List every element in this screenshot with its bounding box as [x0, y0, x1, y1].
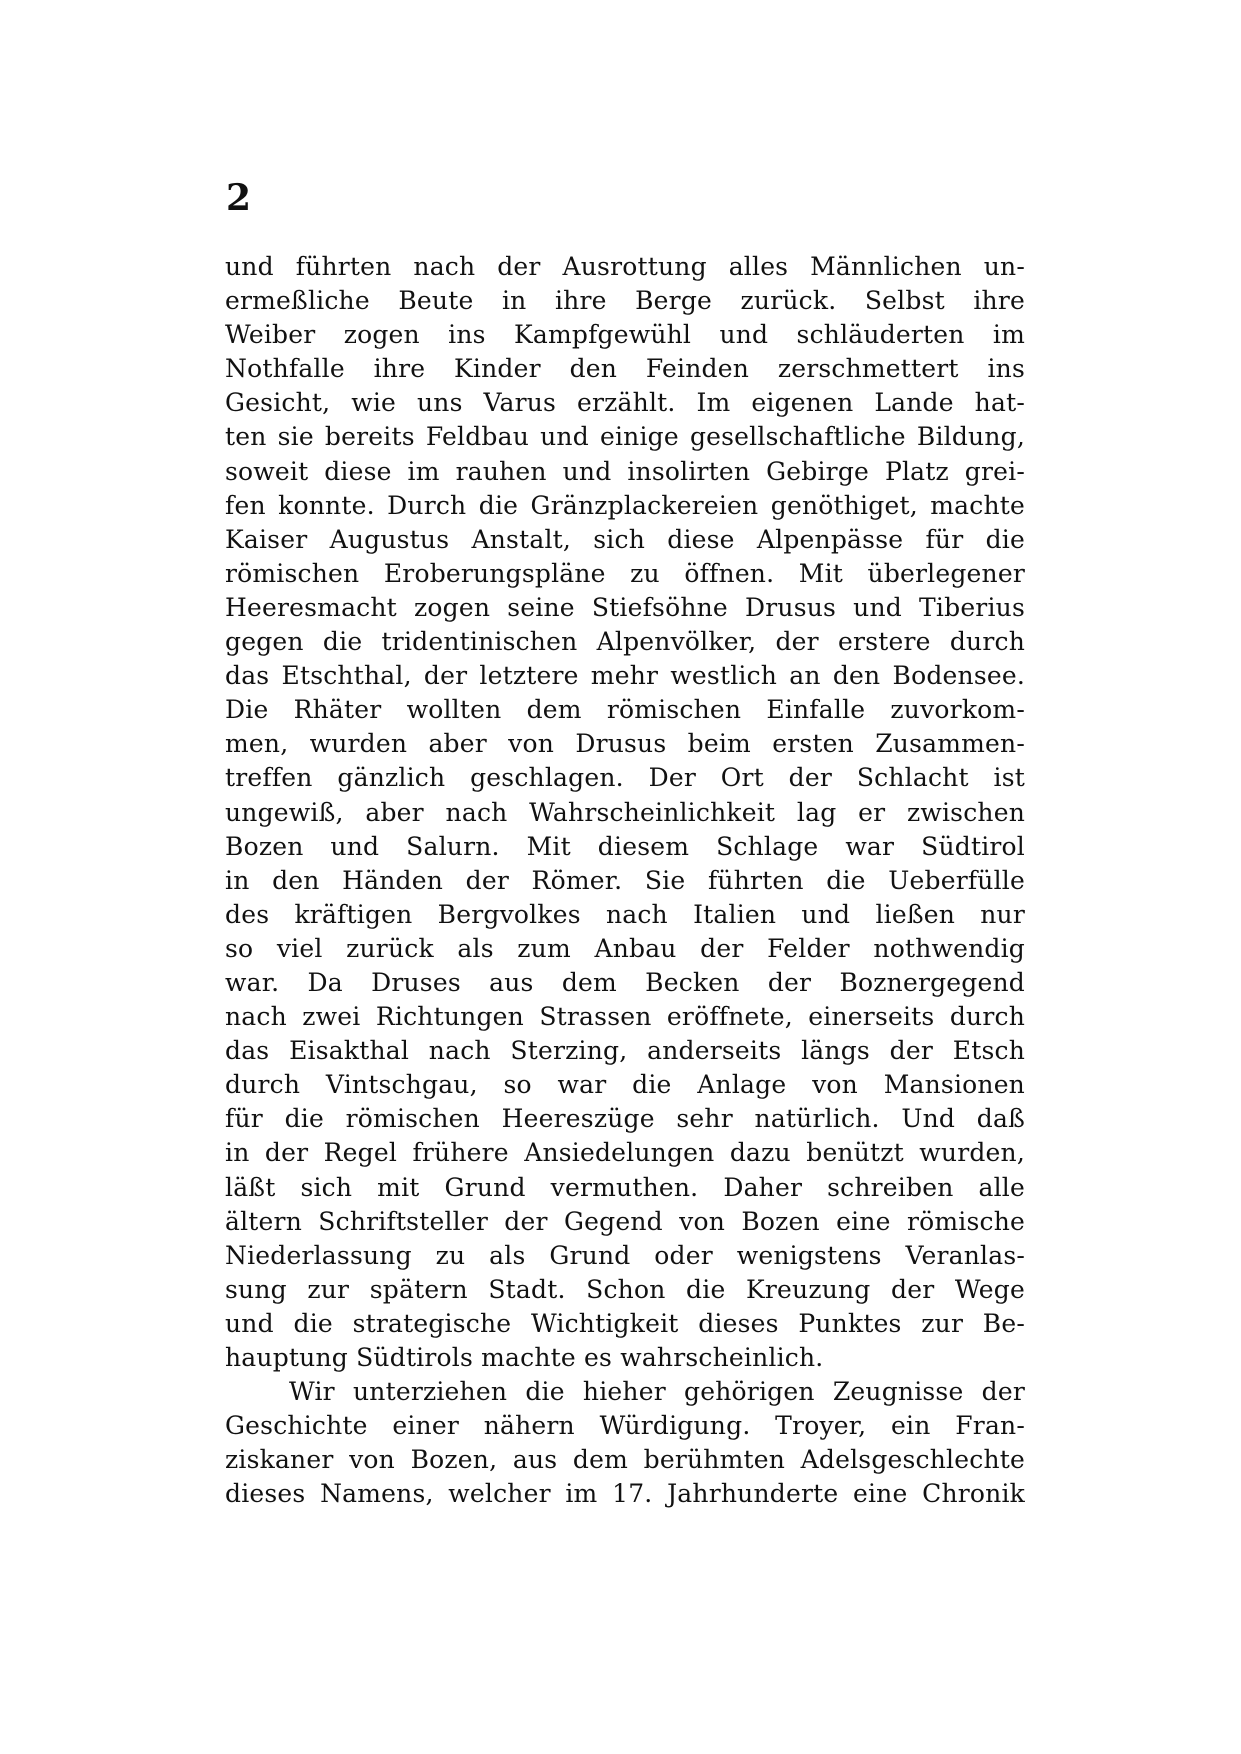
text-line: läßt sich mit Grund vermuthen. Daher schreiben alle — [225, 1172, 1025, 1202]
text-line: Niederlassung zu als Grund oder wenigstens Veranlas- — [225, 1240, 1025, 1270]
text-line: durch Vintschgau, so war die Anlage von Mansionen — [225, 1070, 1025, 1100]
text-line: Bozen und Salurn. Mit diesem Schlage war Südtirol — [225, 831, 1025, 861]
text-line: Gesicht, wie uns Varus erzählt. Im eigenen Lande hat- — [225, 388, 1025, 418]
text-line: ziskaner von Bozen, aus dem berühmten Adelsgeschlechte — [225, 1445, 1025, 1475]
text-line: ungewiß, aber nach Wahrscheinlichkeit lag er zwischen — [225, 797, 1025, 827]
text-line: soweit diese im rauhen und insolirten Gebirge Platz grei- — [225, 456, 1025, 486]
text-line: Die Rhäter wollten dem römischen Einfalle zuvorkom- — [225, 695, 1025, 725]
body-text — [225, 250, 1025, 1511]
text-line: und führten nach der Ausrottung alles Männlichen un- — [225, 252, 1025, 281]
text-line: gegen die tridentinischen Alpenvölker, der erstere durch — [225, 627, 1025, 657]
text-line: sung zur spätern Stadt. Schon die Kreuzung der Wege — [225, 1274, 1025, 1304]
text-line: römischen Eroberungspläne zu öffnen. Mit überlegener — [225, 558, 1025, 588]
text-line: Heeresmacht zogen seine Stiefsöhne Drusus und Tiberius — [225, 592, 1025, 622]
text-line: in der Regel frühere Ansiedelungen dazu benützt wurden, — [225, 1138, 1025, 1168]
text-line: ermeßliche Beute in ihre Berge zurück. Selbst ihre — [225, 286, 1025, 316]
paragraph-end-line: hauptung Südtirols machte es wahrscheinlich. — [225, 1343, 824, 1372]
text-line: Weiber zogen ins Kampfgewühl und schläuderten im — [225, 320, 1025, 350]
text-line: Geschichte einer nähern Würdigung. Troyer, ein Fran- — [225, 1411, 1025, 1441]
text-line: und die strategische Wichtigkeit dieses Punktes zur Be- — [225, 1308, 1025, 1338]
text-line: des kräftigen Bergvolkes nach Italien und ließen nur — [225, 899, 1025, 929]
text-line: so viel zurück als zum Anbau der Felder nothwendig — [225, 933, 1025, 963]
text-line: dieses Namens, welcher im 17. Jahrhunderte eine Chronik — [225, 1479, 1025, 1509]
text-line: ältern Schriftsteller der Gegend von Bozen eine römische — [225, 1206, 1025, 1236]
text-line: ten sie bereits Feldbau und einige gesellschaftliche Bildung, — [225, 422, 1025, 452]
text-line: nach zwei Richtungen Strassen eröffnete, einerseits durch — [225, 1002, 1025, 1032]
text-line: war. Da Druses aus dem Becken der Boznergegend — [225, 967, 1025, 997]
text-line: in den Händen der Römer. Sie führten die Ueberfülle — [225, 865, 1025, 895]
text-line: für die römischen Heereszüge sehr natürlich. Und daß — [225, 1104, 1025, 1134]
text-line: men, wurden aber von Drusus beim ersten Zusammen- — [225, 729, 1025, 759]
text-line: Nothfalle ihre Kinder den Feinden zerschmettert ins — [225, 354, 1025, 384]
text-line: das Etschthal, der letztere mehr westlich an den Bodensee. — [225, 661, 1025, 691]
page-number: 2 — [226, 177, 252, 219]
paragraph-start-line: Wir unterziehen die hieher gehörigen Zeugnisse der — [289, 1377, 1025, 1407]
text-line: fen konnte. Durch die Gränzplackereien genöthiget, machte — [225, 490, 1025, 520]
text-line: treffen gänzlich geschlagen. Der Ort der Schlacht ist — [225, 763, 1025, 793]
text-line: Kaiser Augustus Anstalt, sich diese Alpenpässe für die — [225, 524, 1025, 554]
text-line: das Eisakthal nach Sterzing, anderseits längs der Etsch — [225, 1036, 1025, 1066]
